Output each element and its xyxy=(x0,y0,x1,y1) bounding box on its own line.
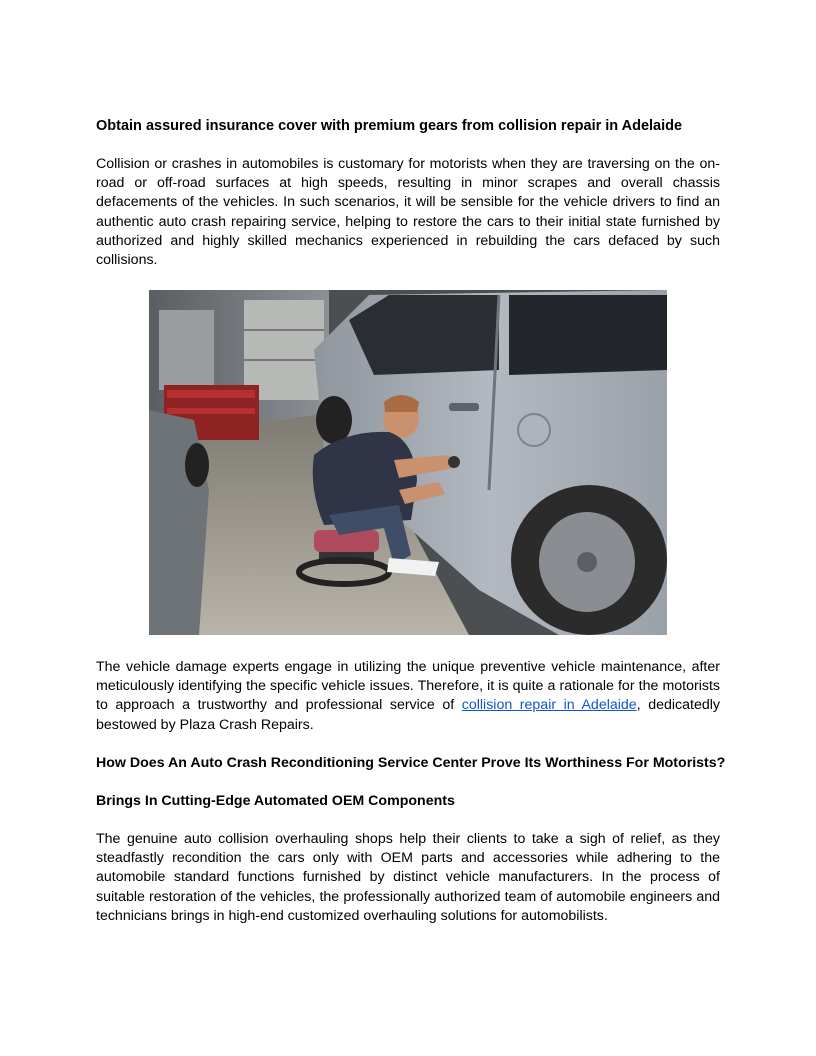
subsection-heading: Brings In Cutting-Edge Automated OEM Components xyxy=(96,793,455,809)
service-paragraph-text-start: The vehicle damage experts engage in utilizing the unique preventive vehicle maintenance, after meticulously identifying the specific vehicle issues. Therefore, it is quite a rationale for the motorists to approach a trustworthy and professional service of xyxy=(96,659,720,714)
section-heading: How Does An Auto Crash Reconditioning Service Center Prove Its Worthiness For Motorists? xyxy=(96,755,726,771)
service-paragraph xyxy=(96,658,720,735)
service-paragraph-text-end: , dedicatedly bestowed by Plaza Crash Repairs. xyxy=(96,697,720,733)
collision-repair-link[interactable]: collision repair in Adelaide xyxy=(461,697,637,714)
intro-paragraph: Collision or crashes in automobiles is customary for motorists when they are traversing on the on-road or off-road surfaces at high speeds, resulting in minor scrapes and overall chassis defacements of the vehicles. In such scenarios, it will be sensible for the vehicle drivers to find an authentic auto crash repairing service, helping to restore the cars to their initial state furnished by authorized and highly skilled mechanics experienced in rebuilding the cars defaced by such collisions. xyxy=(96,156,720,269)
document-title: Obtain assured insurance cover with premium gears from collision repair in Adelaide xyxy=(96,118,683,134)
mechanic-repairing-car-photo xyxy=(149,290,667,635)
oem-paragraph: The genuine auto collision overhauling shops help their clients to take a sigh of relief, as they steadfastly recondition the cars only with OEM parts and accessories while adhering to the automobile standard functions furnished by distinct vehicle manufacturers. In the process of suitable restoration of the vehicles, the professionally authorized team of automobile engineers and technicians brings in high-end customized overhauling solutions for automobilists. xyxy=(96,831,720,924)
